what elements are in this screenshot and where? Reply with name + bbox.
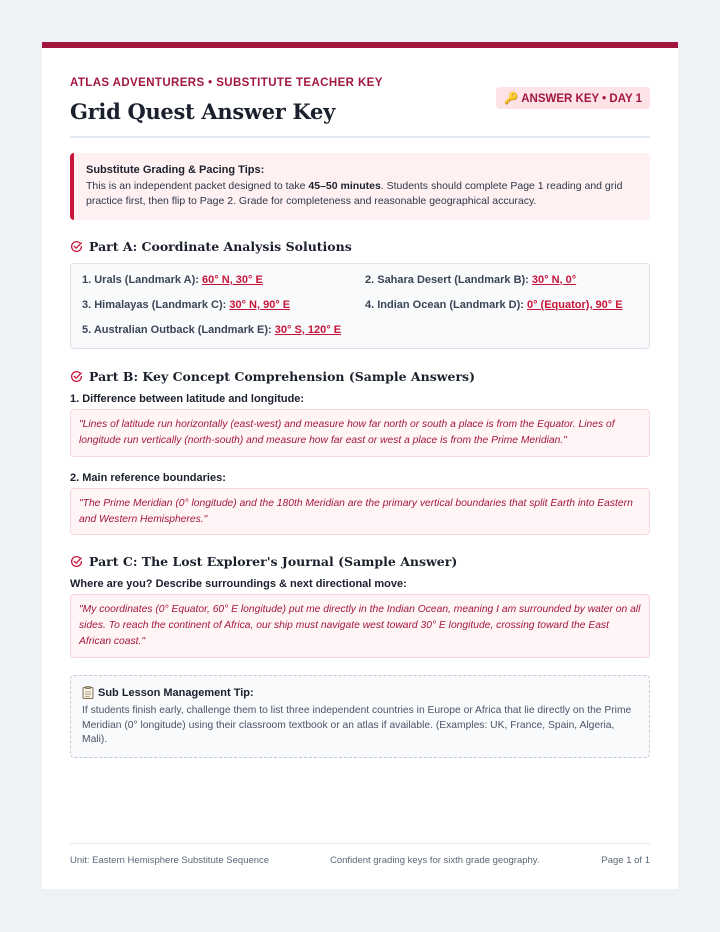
- series-kicker: ATLAS ADVENTURERS • SUBSTITUTE TEACHER KEY: [70, 77, 383, 89]
- coordinate-answers-box: [70, 263, 650, 349]
- answer-item-1: [82, 274, 263, 286]
- sample-answer-2: "The Prime Meridian (0° longitude) and the 180th Meridian are the primary vertical boundaries that split Earth into Eastern and Western Hemispheres.": [70, 488, 650, 535]
- answer-item-2: [365, 274, 576, 286]
- check-circle-icon: [70, 370, 83, 383]
- answer-value: 60° N, 30° E: [202, 274, 263, 286]
- answer-item-5: [82, 324, 341, 336]
- answer-label: 3. Himalayas (Landmark C):: [82, 299, 227, 311]
- answer-label: 4. Indian Ocean (Landmark D):: [365, 299, 524, 311]
- footer-page-number: Page 1 of 1: [601, 855, 650, 866]
- footer-tagline: Confident grading keys for sixth grade geography.: [330, 855, 540, 866]
- management-tip-box: [70, 675, 650, 758]
- part-c-heading: [70, 554, 650, 569]
- answer-value: 30° S, 120° E: [274, 324, 342, 336]
- question-1: 1. Difference between latitude and longitude:: [70, 393, 305, 405]
- footer-unit: Unit: Eastern Hemisphere Substitute Sequence: [70, 855, 270, 866]
- management-tip-body: If students finish early, challenge them to list three independent countries in Europe or Africa that lie directly on the Prime Meridian (0° longitude) using their classroom textbook or an atlas if available. (Examples: UK, France, Spain, Algeria, Mali).: [82, 705, 632, 745]
- journal-sample-answer: "My coordinates (0° Equator, 60° E longitude) put me directly in the Indian Ocean, meaning I am surrounded by water on all sides. To reach the continent of Africa, our ship must navigate west toward 30° E longitude, crossing toward the East African coast.": [70, 594, 650, 658]
- management-tip-heading: [82, 686, 638, 699]
- answer-value: 30° N, 0°: [531, 274, 577, 286]
- tips-text: [86, 179, 638, 210]
- part-a-heading: [70, 239, 650, 254]
- tips-text-end: . Students should complete Page 1 reading and grid practice first, then flip to Page 2. Grade for completeness and reasonable geographical accuracy.: [86, 179, 623, 207]
- check-circle-icon: [70, 240, 83, 253]
- part-c-title: Part C: The Lost Explorer's Journal (Sample Answer): [89, 554, 458, 569]
- journal-question: Where are you? Describe surroundings & next directional move:: [70, 578, 407, 590]
- answer-label: 5. Australian Outback (Landmark E):: [82, 324, 272, 336]
- part-b-heading: [70, 369, 650, 384]
- answer-key-page: [42, 42, 678, 889]
- grading-tips-callout: [70, 153, 650, 220]
- question-2: 2. Main reference boundaries:: [70, 472, 226, 484]
- clipboard-icon: [82, 686, 94, 699]
- answer-label: 2. Sahara Desert (Landmark B):: [365, 274, 529, 286]
- part-b-title: Part B: Key Concept Comprehension (Sample Answers): [89, 369, 475, 384]
- sample-answer-1: "Lines of latitude run horizontally (east-west) and measure how far north or south a place is from the Equator. Lines of longitude run vertically (north-south) and measure how far east or west a place is from the Prime Meridian.": [70, 409, 650, 457]
- check-circle-icon: [70, 555, 83, 568]
- page-title: Grid Quest Answer Key: [70, 99, 335, 124]
- answer-value: 30° N, 90° E: [229, 299, 291, 311]
- answer-label: 1. Urals (Landmark A):: [82, 274, 199, 286]
- answer-key-badge: 🔑 ANSWER KEY • DAY 1: [496, 87, 650, 109]
- tips-title: Substitute Grading & Pacing Tips:: [86, 164, 265, 176]
- answer-item-4: [365, 299, 623, 311]
- page-footer: [70, 843, 650, 875]
- answer-item-3: [82, 299, 290, 311]
- management-tip-title: Sub Lesson Management Tip:: [98, 686, 254, 699]
- tips-text-start: This is an independent packet designed to take: [86, 179, 309, 192]
- answer-value: 0° (Equator), 90° E: [526, 299, 623, 311]
- tips-duration: 45–50 minutes: [308, 179, 381, 192]
- part-a-title: Part A: Coordinate Analysis Solutions: [89, 239, 352, 254]
- header-divider: [70, 136, 650, 138]
